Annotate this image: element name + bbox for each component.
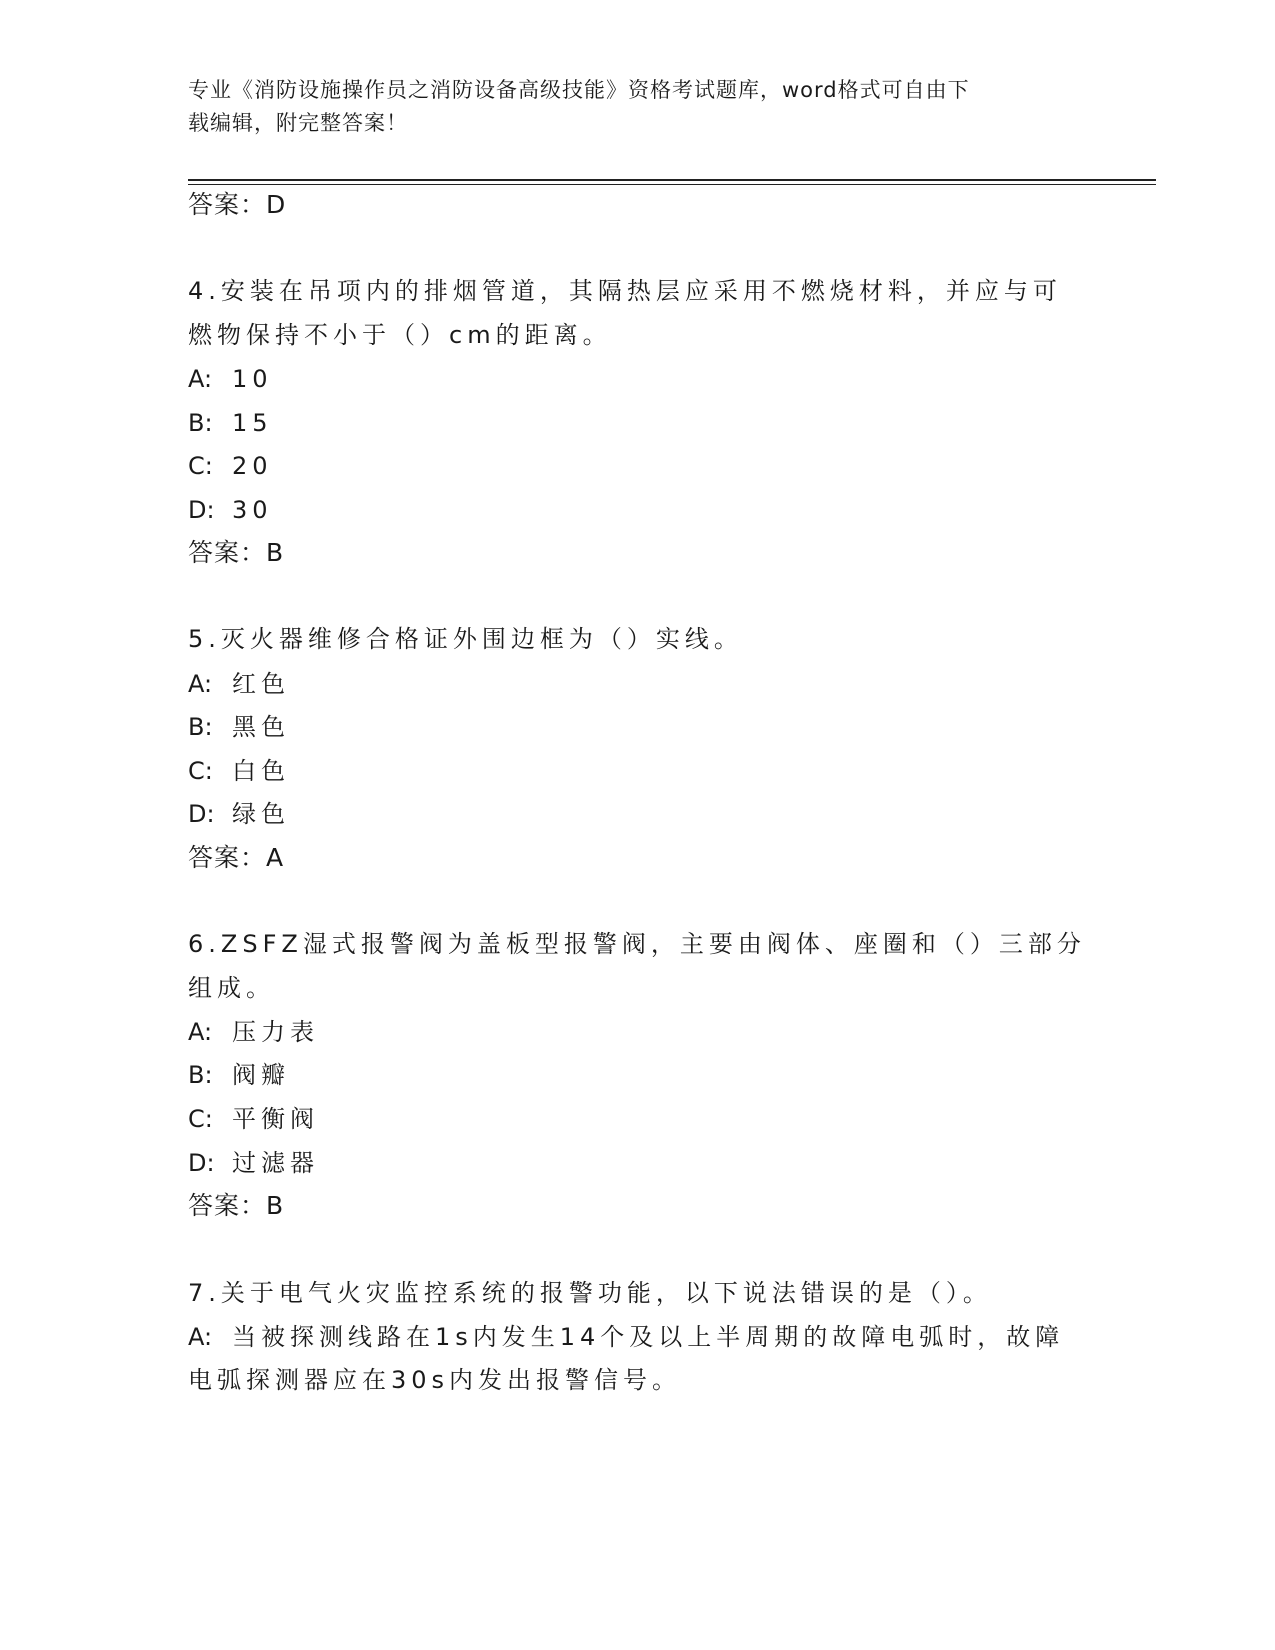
option-key: B: xyxy=(188,713,213,741)
header-line-2: 载编辑，附完整答案！ xyxy=(188,111,408,135)
option-key: C: xyxy=(188,1105,213,1133)
option-key: A: xyxy=(188,1323,213,1351)
option-key: A: xyxy=(188,1018,213,1046)
question-6-option-a xyxy=(188,1017,319,1047)
option-key: D: xyxy=(188,1149,215,1177)
question-6-option-d xyxy=(188,1148,319,1178)
question-4-option-b xyxy=(188,408,273,438)
question-6-stem-line-1: 6.ZSFZ湿式报警阀为盖板型报警阀，主要由阀体、座圈和（）三部分 xyxy=(188,930,1086,958)
option-key: B: xyxy=(188,1061,213,1089)
option-key: B: xyxy=(188,409,213,437)
header-divider-thick xyxy=(188,179,1156,181)
option-key: A: xyxy=(188,670,213,698)
option-text: 黑色 xyxy=(232,713,290,741)
question-4-stem-line-2: 燃物保持不小于（）cm的距离。 xyxy=(188,321,612,349)
question-4-option-c xyxy=(188,451,273,481)
question-6-stem-line-2: 组成。 xyxy=(188,974,275,1002)
option-key: C: xyxy=(188,452,213,480)
question-7-option-a xyxy=(188,1322,1064,1352)
question-4-stem-line-1: 4.安装在吊项内的排烟管道，其隔热层应采用不燃烧材料，并应与可 xyxy=(188,277,1062,305)
answer-q4: 答案：B xyxy=(188,538,285,567)
option-key: A: xyxy=(188,365,213,393)
question-5-option-b xyxy=(188,712,290,742)
question-4-option-a xyxy=(188,364,273,394)
question-6-option-c xyxy=(188,1104,319,1134)
option-text: 过滤器 xyxy=(232,1149,319,1177)
option-text: 15 xyxy=(232,409,273,437)
option-key: D: xyxy=(188,496,215,524)
option-text: 20 xyxy=(232,452,273,480)
question-5-option-a xyxy=(188,669,290,699)
header-divider-thin xyxy=(188,184,1156,185)
option-key: C: xyxy=(188,757,213,785)
option-key: D: xyxy=(188,800,215,828)
document-header xyxy=(188,74,1068,140)
header-line-1: 专业《消防设施操作员之消防设备高级技能》资格考试题库，word格式可自由下 xyxy=(188,78,970,102)
question-5-option-c xyxy=(188,756,290,786)
option-text: 平衡阀 xyxy=(232,1105,319,1133)
option-text: 当被探测线路在1s内发生14个及以上半周期的故障电弧时，故障 xyxy=(232,1323,1065,1351)
question-5-stem-line-1: 5.灭火器维修合格证外围边框为（）实线。 xyxy=(188,625,743,653)
answer-q6: 答案：B xyxy=(188,1191,285,1220)
option-text: 30 xyxy=(232,496,273,524)
option-text: 阀瓣 xyxy=(232,1061,290,1089)
option-text: 红色 xyxy=(232,670,290,698)
question-6-option-b xyxy=(188,1060,290,1090)
question-4-option-d xyxy=(188,495,273,525)
question-5-option-d xyxy=(188,799,290,829)
option-text: 10 xyxy=(232,365,273,393)
question-7-option-a-continued: 电弧探测器应在30s内发出报警信号。 xyxy=(188,1366,682,1394)
option-text: 绿色 xyxy=(232,800,290,828)
option-text: 白色 xyxy=(232,757,290,785)
answer-q5: 答案：A xyxy=(188,843,285,872)
answer-q3: 答案：D xyxy=(188,190,287,219)
option-text: 压力表 xyxy=(232,1018,319,1046)
question-7-stem-line-1: 7.关于电气火灾监控系统的报警功能，以下说法错误的是（）。 xyxy=(188,1279,992,1307)
